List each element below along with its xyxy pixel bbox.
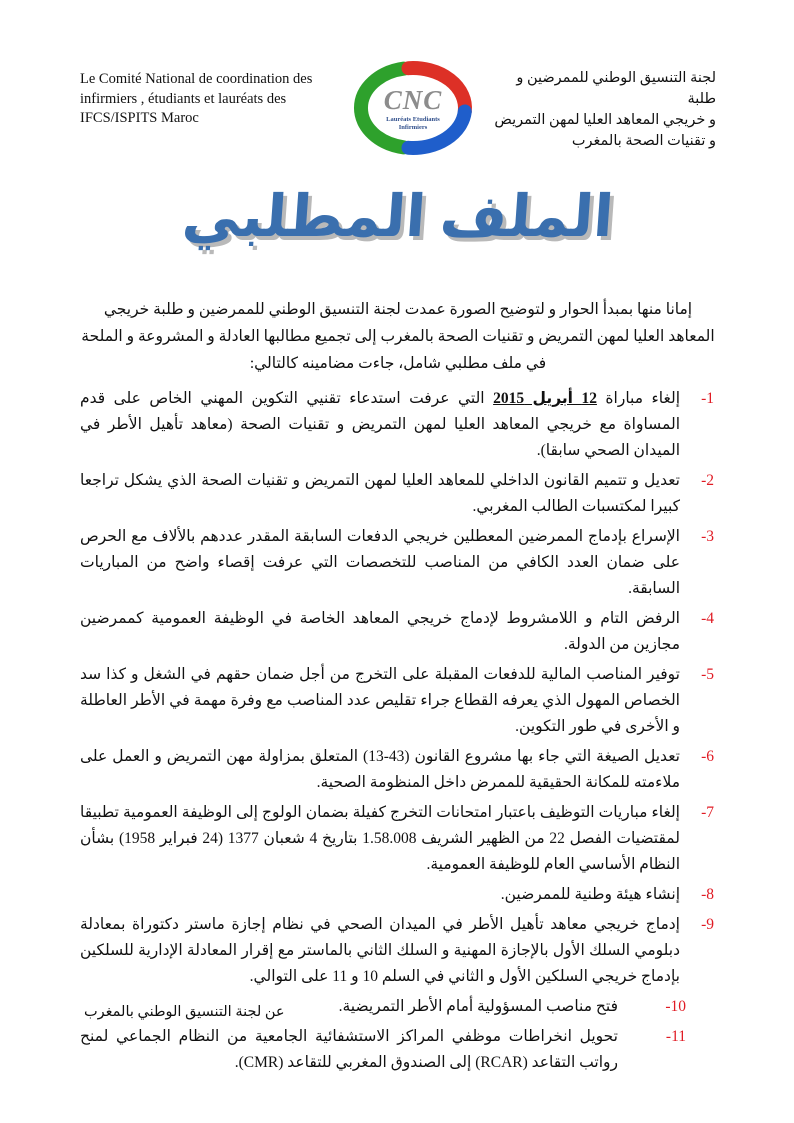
signature-line: عن لجنة التنسيق الوطني بالمغرب — [84, 1004, 285, 1020]
demands-list — [80, 386, 716, 1076]
header — [80, 66, 716, 156]
demand-item-number: 6- — [701, 748, 714, 765]
demand-item-number: 4- — [701, 610, 714, 627]
demand-item-number: 8- — [701, 886, 714, 903]
org-name-arabic-line: لجنة التنسيق الوطني للممرضين و طلبة — [516, 70, 716, 108]
demand-item — [80, 524, 716, 602]
demand-item-text: إدماج خريجي معاهد تأهيل الأطر في الميدان الصحي في نظام إجازة ماستر دكتوراة بمعادلة دبلومي السلك الأول بالإجازة المهنية و السلك الثاني بالماستر مع إقرار المعادلة الإدارية للسلكين بإدماج خريجي السلكين الأول و الثاني في السلم 10 و 11 على التوالي. — [80, 916, 680, 985]
demand-item-number: 2- — [701, 472, 714, 489]
demand-item-text: فتح مناصب المسؤولية أمام الأطر التمريضية. — [338, 998, 618, 1015]
demand-item-text: تعديل الصيغة التي جاء بها مشروع القانون (43-13) المتعلق بمزاولة مهن التمريض و العمل على ملاءمته للمكانة الحقيقية للممرض داخل المنظومة الصحية. — [80, 748, 680, 791]
cnc-logo-acronym: CNC — [383, 85, 443, 115]
demand-item-text: توفير المناصب المالية للدفعات المقبلة على التخرج من أجل ضمان حقهم في الشغل و كذا سد الخصاص المهول الذي يعرفه القطاع جراء تقليص عدد المناصب مع وفرة مهمة في الأطر العاطلة و الأخرى في طور التكوين. — [80, 666, 680, 735]
demand-item — [80, 744, 716, 796]
demand-item-text: تعديل و تتميم القانون الداخلي للمعاهد العليا لمهن التمريض و تقنيات الصحة الذي يشكل تراجعا كبيرا لمكتسبات الطالب المغربي. — [80, 472, 680, 515]
demand-item-number: 10- — [665, 998, 686, 1015]
org-name-arabic-line: و خريجي المعاهد العليا لمهن التمريض — [494, 112, 716, 129]
intro-paragraph: إمانا منها بمبدأ الحوار و لتوضيح الصورة عمدت لجنة التنسيق الوطني للممرضين و طلبة خريجي المعاهد العليا لمهن التمريض و تقنيات الصحة بالمغرب إلى تجميع مطالبها العادلة و المشروعة و الملحة في ملف مطلبي شامل، جاءت مضامينه كالتالي: — [81, 301, 715, 372]
demand-item-text: الإسراع بإدماج الممرضين المعطلين خريجي الدفعات السابقة المقدر عددهم بالألاف مع الحرص على ضمان العدد الكافي من المناصب للتخصصات التي عرفت إقصاء واضح من المباريات السابقة. — [80, 528, 680, 597]
demand-item — [80, 606, 716, 658]
demand-item-text: إنشاء هيئة وطنية للممرضين. — [500, 886, 680, 903]
cnc-logo-subtitle — [353, 116, 473, 132]
demand-item — [80, 912, 716, 990]
org-name-french-line: IFCS/ISPITS Maroc — [80, 110, 199, 127]
org-name-arabic-line: و تقنيات الصحة بالمغرب — [571, 133, 716, 150]
demand-item — [80, 800, 716, 878]
demand-item-text: إلغاء مباراة 12 أبريل 2015 التي عرفت استدعاء تقنيي التكوين المهني الخاص على قدم المساواة مع خريجي المعاهد العليا لمهن التمريض و تقنيات الصحة (معاهد تأهيل الأطر في الميدان الصحي سابقا). — [80, 390, 680, 459]
demand-item-number: 3- — [701, 528, 714, 545]
cnc-logo-subtitle-line: Lauréats Etudiants — [386, 116, 440, 123]
cnc-logo-subtitle-line: Infirmiers — [398, 124, 428, 132]
demand-item — [80, 1024, 716, 1076]
demand-item-text: إلغاء مباريات التوظيف باعتبار امتحانات التخرج كفيلة بضمان الولوج إلى الوظيفة العمومية تطبيقا لمقتضيات الفصل 22 من الظهير الشريف 1.58.008 بتاريخ 4 شعبان 1377 (24 فبراير 1958) بشأن النظام الأساسي العام للوظيفة العمومية. — [80, 804, 680, 873]
demand-item-number: 11- — [665, 1028, 686, 1045]
org-name-french-line: Le Comité National de coordination des — [80, 71, 313, 87]
demand-item-text: تحويل انخراطات موظفي المراكز الاستشفائية الجامعية من النظام الجماعي لمنح رواتب التقاعد (RCAR) إلى الصندوق المغربي للتقاعد (CMR). — [80, 1028, 618, 1071]
org-name-french — [80, 66, 335, 129]
demand-item — [80, 882, 716, 908]
demand-item-number: 9- — [701, 916, 714, 933]
document-title: الملف المطلبي — [180, 184, 616, 249]
demand-item-number: 7- — [701, 804, 714, 821]
demand-item-text: الرفض التام و اللامشروط لإدماج خريجي المعاهد الخاصة في الوظيفة العمومية كممرضين مجازين من الدولة. — [80, 610, 680, 653]
demand-item — [80, 468, 716, 520]
demand-item — [80, 386, 716, 464]
demand-item — [80, 662, 716, 740]
cnc-logo — [353, 60, 473, 156]
org-name-french-line: infirmiers , étudiants et lauréats des — [80, 90, 287, 107]
org-name-arabic — [491, 66, 716, 152]
demand-item-number: 1- — [701, 390, 714, 407]
demand-item-number: 5- — [701, 666, 714, 683]
